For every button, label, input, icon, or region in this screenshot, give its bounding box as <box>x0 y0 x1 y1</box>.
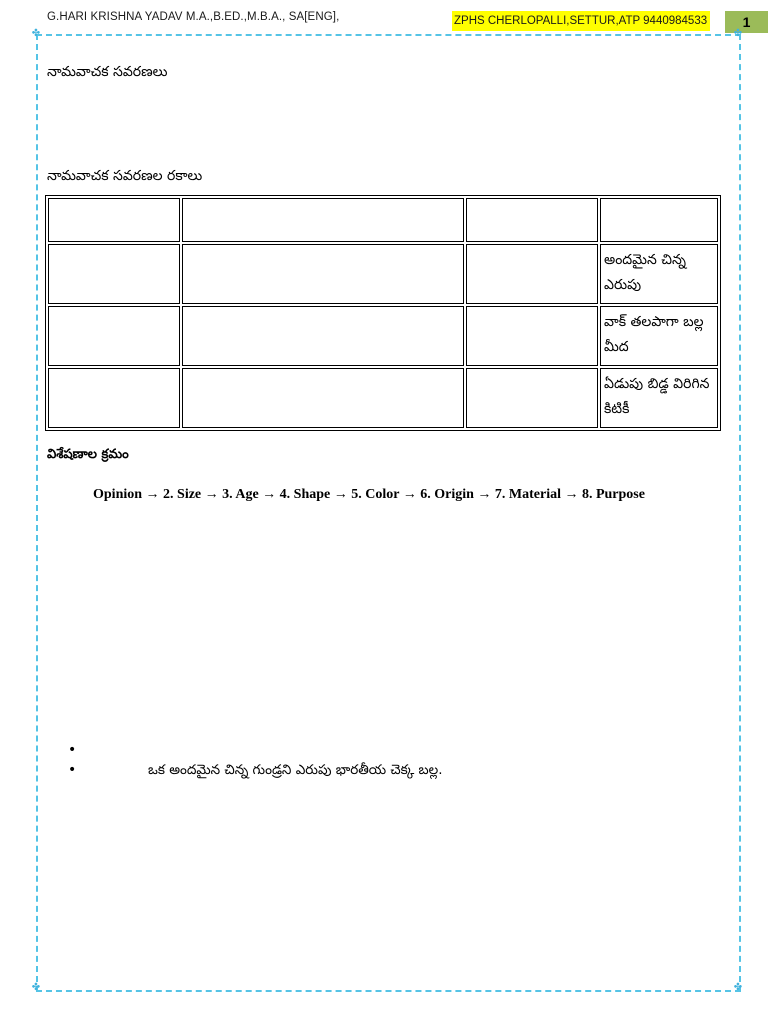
table-cell <box>48 306 180 366</box>
table-cell <box>466 368 598 428</box>
table-cell <box>466 306 598 366</box>
table-cell <box>466 198 598 242</box>
corner-ornament-icon: ✤ <box>733 28 743 39</box>
table-cell <box>182 306 464 366</box>
page-number: 1 <box>725 11 768 33</box>
table-cell <box>600 198 718 242</box>
bullet-icon: • <box>68 762 77 778</box>
table-row <box>48 368 718 428</box>
adjective-order-sequence: Opinion → 2. Size → 3. Age → 4. Shape → 5. Color → 6. Origin → 7. Material → 8. Purpose <box>93 487 645 502</box>
table-row <box>48 244 718 304</box>
table-row <box>48 306 718 366</box>
table-cell <box>182 198 464 242</box>
table-cell <box>48 244 180 304</box>
bullet-icon: • <box>68 742 77 758</box>
corner-ornament-icon: ✤ <box>31 28 41 39</box>
page-header <box>0 0 768 34</box>
list-item-text: ఒక అందమైన చిన్న గుండ్రని ఎరుపు భారతీయ చెక్క బల్ల. <box>148 762 443 778</box>
table-cell <box>182 368 464 428</box>
table-cell: అందమైన చిన్న ఎరుపు <box>600 244 718 304</box>
school-line: ZPHS CHERLOPALLI,SETTUR,ATP 9440984533 <box>452 11 710 31</box>
corner-ornament-icon: ✤ <box>31 982 41 993</box>
table-cell <box>48 368 180 428</box>
table-cell <box>182 244 464 304</box>
table-cell: వాక్ తలపాగా బల్ల మీద <box>600 306 718 366</box>
table-cell: ఏడుపు బిడ్డ విరిగిన కిటికీ <box>600 368 718 428</box>
author-line: G.HARI KRISHNA YADAV M.A.,B.ED.,M.B.A., SA[ENG], <box>47 11 340 23</box>
modifier-table <box>45 195 721 431</box>
heading-modifier-types: నామవాచక సవరణల రకాలు <box>47 168 203 184</box>
table-cell <box>466 244 598 304</box>
adjective-order-label: విశేషణాల క్రమం <box>47 447 129 462</box>
table-cell <box>48 198 180 242</box>
corner-ornament-icon: ✤ <box>733 982 743 993</box>
heading-noun-modifiers: నామవాచక సవరణలు <box>47 64 168 80</box>
table-row <box>48 198 718 242</box>
